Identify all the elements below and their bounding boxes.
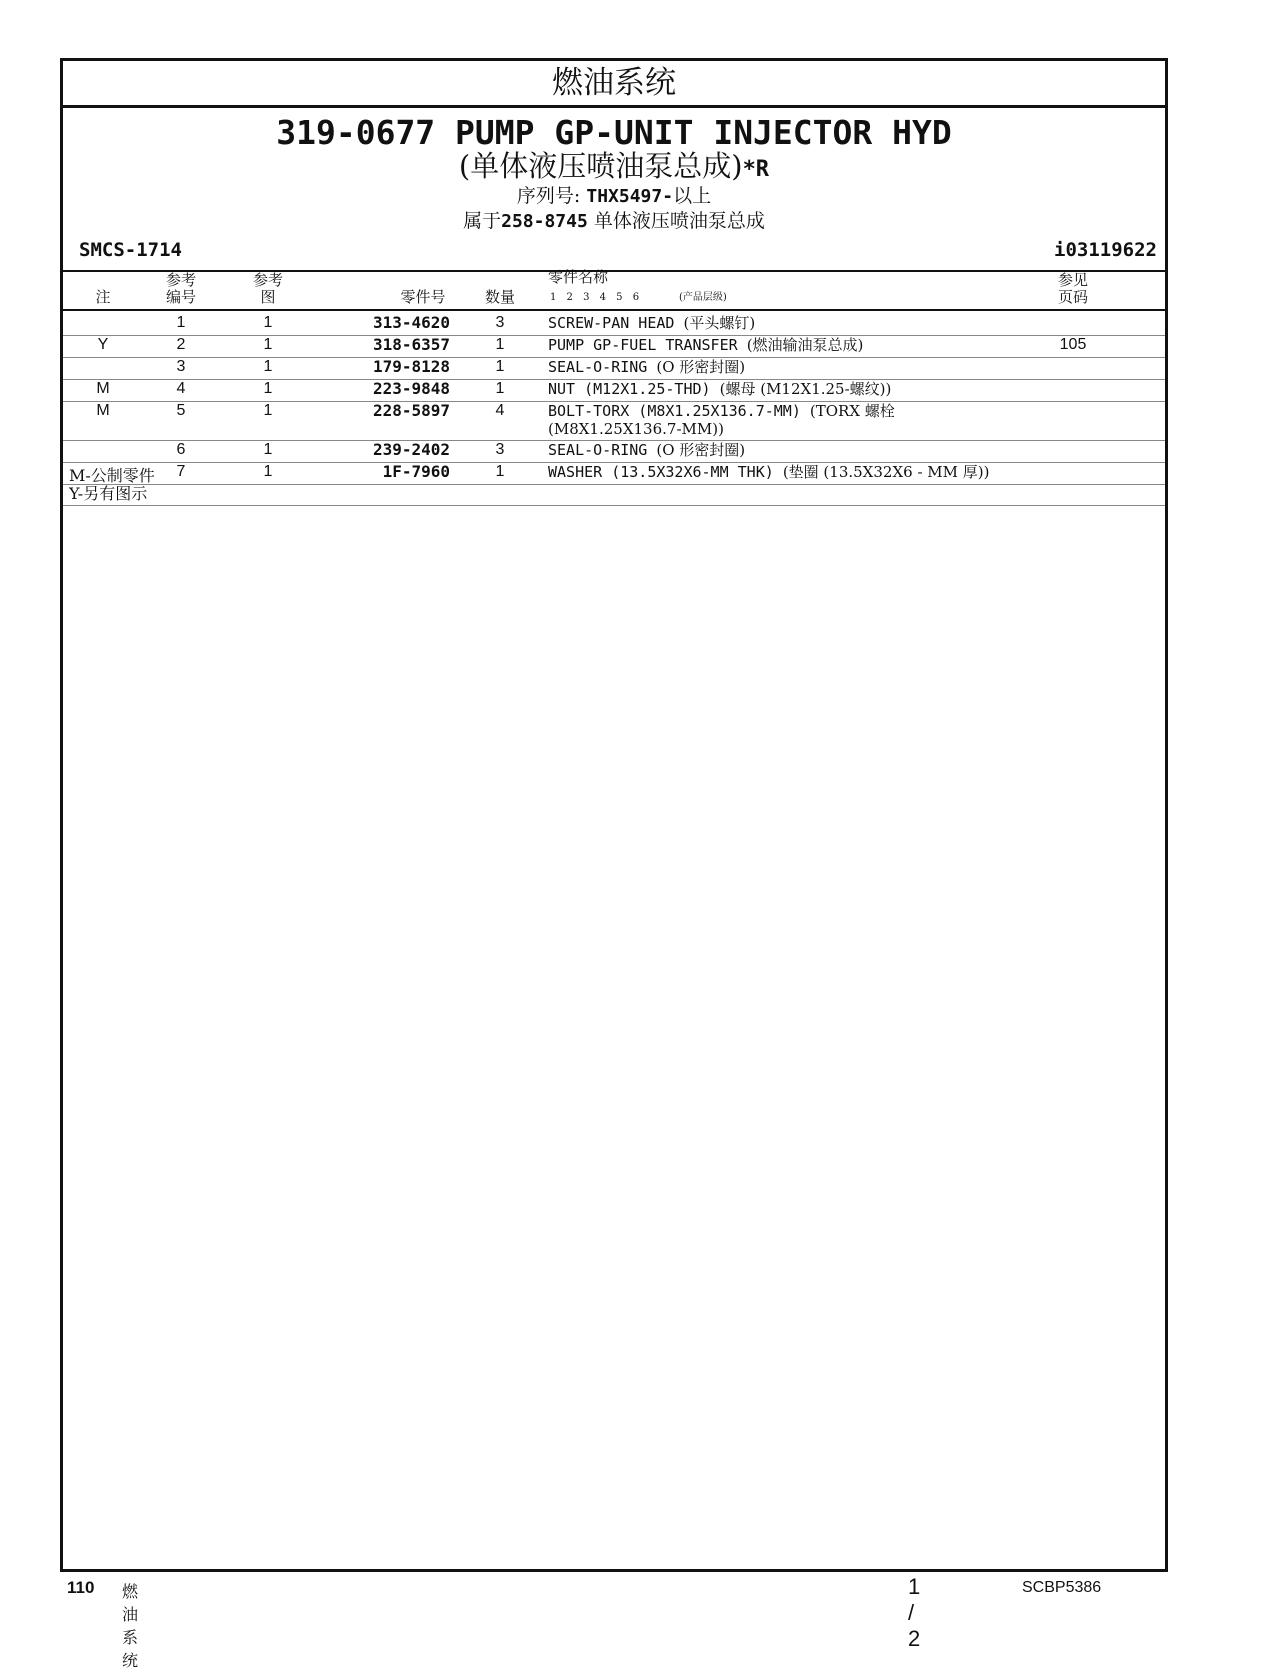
part-of-label: 属于: [463, 210, 502, 232]
row-qty: 3: [495, 314, 505, 331]
row-part-name-en: WASHER (13.5X32X6-MM THK): [548, 463, 774, 481]
row-note: Y: [97, 336, 109, 353]
row-ref-number: 4: [176, 380, 186, 397]
table-row: [63, 379, 1165, 401]
note-metric: M-公制零件: [69, 466, 155, 485]
part-of-name: 单体液压喷油泵总成: [593, 210, 765, 232]
row-ref-number: 5: [176, 402, 186, 419]
part-of-line: [63, 209, 1165, 234]
row-ref-figure: 1: [263, 314, 273, 331]
section-title: 燃油系统: [63, 61, 1165, 108]
table-row: [63, 401, 1165, 440]
row-part-name-zh: (燃油输油泵总成): [746, 336, 864, 354]
col-see-page-2: 页码: [1057, 288, 1088, 306]
table-row: [63, 357, 1165, 379]
note-illustrated: Y-另有图示: [69, 484, 148, 503]
table-header: [63, 268, 1165, 308]
row-part-name-en: SEAL-O-RING: [548, 441, 648, 459]
row-qty: 1: [495, 380, 505, 397]
row-part-number: 179-8128: [372, 357, 450, 376]
row-ref-figure: 1: [263, 336, 273, 353]
row-ref-figure: 1: [263, 358, 273, 375]
part-subtitle-zh: (单体液压喷油泵总成): [458, 149, 743, 183]
row-part-name: [548, 335, 863, 355]
row-qty: 1: [495, 358, 505, 375]
col-levels-label: (产品层级): [679, 292, 727, 303]
col-name: 零件名称: [548, 268, 609, 286]
row-ref-number: 6: [176, 441, 186, 458]
col-note: 注: [95, 288, 111, 306]
serial-line: [63, 184, 1165, 209]
row-part-name-en: NUT (M12X1.25-THD): [548, 380, 711, 398]
smcs-code: SMCS-1714: [79, 239, 182, 261]
row-part-number: 239-2402: [372, 440, 450, 459]
col-ref-fig-2: 图: [260, 288, 276, 306]
row-ref-figure: 1: [263, 402, 273, 419]
row-part-name-en: PUMP GP-FUEL TRANSFER: [548, 336, 738, 354]
part-subtitle-suffix: *R: [742, 157, 770, 182]
notes-legend: [69, 467, 155, 503]
serial-suffix: 以上: [673, 185, 712, 207]
row-ref-figure: 1: [263, 380, 273, 397]
row-ref-number: 7: [176, 463, 186, 480]
row-note: M: [96, 380, 110, 397]
row-part-name-en: BOLT-TORX (M8X1.25X136.7-MM): [548, 402, 801, 420]
col-see-page-1: 参见: [1057, 271, 1088, 289]
row-ref-number: 1: [176, 314, 186, 331]
footer-page-number: 110: [67, 1578, 95, 1597]
table-row: [63, 462, 1165, 484]
row-part-name: [548, 401, 895, 438]
row-qty: 1: [495, 336, 505, 353]
row-note: M: [96, 402, 110, 419]
row-part-number: 313-4620: [372, 313, 450, 332]
table-row: [63, 440, 1165, 462]
serial-label: 序列号:: [516, 185, 581, 207]
row-ref-number: 3: [176, 358, 186, 375]
serial-value: THX5497-: [586, 186, 674, 207]
part-title: 319-0677 PUMP GP-UNIT INJECTOR HYD: [276, 113, 952, 152]
row-rule: [63, 484, 1165, 485]
row-part-name: [548, 357, 745, 377]
row-part-name: [548, 379, 891, 399]
row-part-number: 223-9848: [372, 379, 450, 398]
col-levels: 1 2 3 4 5 6: [550, 292, 640, 303]
row-part-name-zh: (平头螺钉): [683, 314, 756, 332]
footer-doc-code: SCBP5386: [1022, 1579, 1102, 1596]
notes-rule: [63, 505, 1165, 506]
row-qty: 4: [495, 402, 505, 419]
row-part-name-line2: (M8X1.25X136.7-MM)): [548, 420, 724, 438]
part-subtitle: [63, 149, 1165, 187]
row-part-name-zh: (TORX 螺栓: [809, 402, 895, 420]
row-qty: 1: [495, 463, 505, 480]
row-ref-number: 2: [176, 336, 186, 353]
row-part-name: [548, 440, 745, 460]
table-row: [63, 335, 1165, 357]
footer-fraction: 1 / 2: [908, 1574, 921, 1651]
illustration-id: i03119622: [1054, 239, 1157, 261]
row-part-name-zh: (螺母 (M12X1.25-螺纹)): [719, 380, 892, 398]
col-ref-no-2: 编号: [165, 288, 196, 306]
row-see-page: 105: [1059, 336, 1087, 353]
col-ref-no-1: 参考: [165, 271, 196, 289]
col-ref-fig-1: 参考: [252, 271, 283, 289]
row-part-name: [548, 313, 755, 333]
row-part-name-zh: (垫圈 (13.5X32X6 - MM 厚)): [782, 463, 990, 481]
row-part-name-en: SCREW-PAN HEAD: [548, 314, 675, 332]
part-of-number: 258-8745: [501, 211, 588, 232]
row-ref-figure: 1: [263, 441, 273, 458]
col-part-number: 零件号: [400, 288, 446, 306]
row-part-number: 1F-7960: [382, 462, 450, 481]
page-frame: [60, 58, 1168, 1572]
table-row: [63, 313, 1165, 335]
row-part-name-en: SEAL-O-RING: [548, 358, 648, 376]
row-part-name-zh: (O 形密封圈): [656, 358, 746, 376]
row-qty: 3: [495, 441, 505, 458]
footer-section: 燃油系统: [122, 1582, 139, 1670]
row-part-name: [548, 462, 989, 482]
row-part-number: 318-6357: [372, 335, 450, 354]
row-ref-figure: 1: [263, 463, 273, 480]
row-part-number: 228-5897: [372, 401, 450, 420]
row-part-name-zh: (O 形密封圈): [656, 441, 746, 459]
header-rule-bottom: [63, 309, 1165, 311]
col-qty: 数量: [484, 288, 515, 306]
